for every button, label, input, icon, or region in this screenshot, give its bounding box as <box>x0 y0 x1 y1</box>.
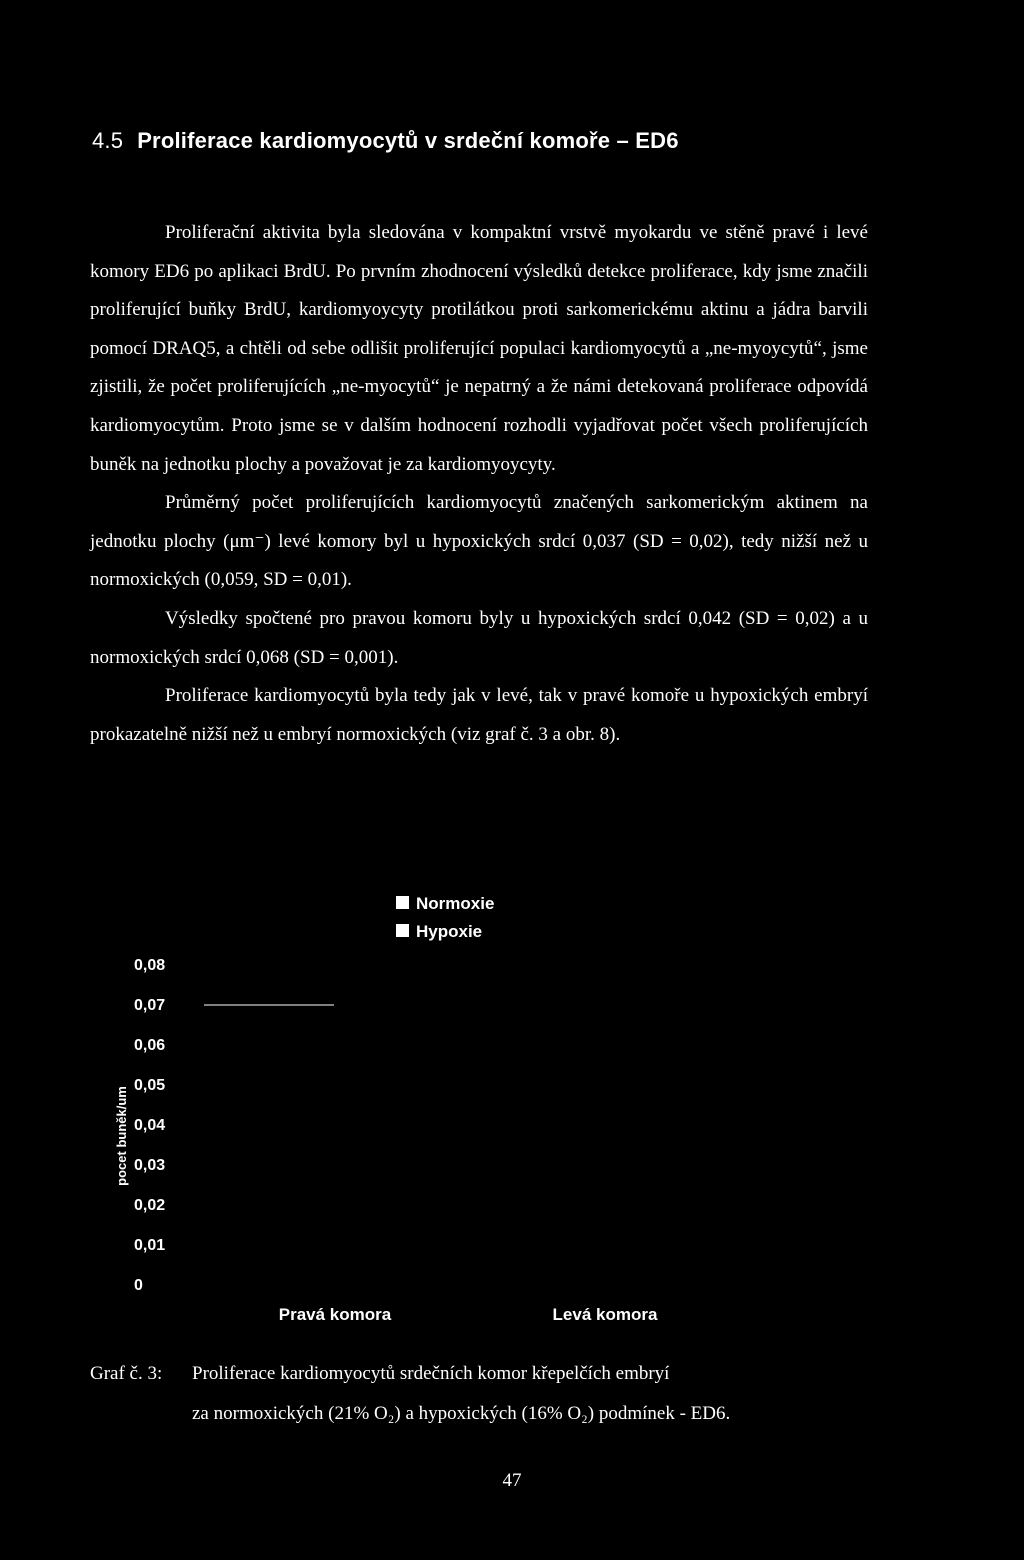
bar-normoxie <box>545 1048 601 1284</box>
legend-swatch <box>396 924 409 937</box>
y-tick-label: 0,03 <box>134 1157 166 1174</box>
page-number: 47 <box>502 1470 522 1491</box>
section-title: Proliferace kardiomyocytů v srdeční komoře – ED6 <box>137 128 679 153</box>
y-axis-label: pocet buněk/um <box>114 1086 129 1186</box>
legend-label: Hypoxie <box>416 922 483 941</box>
y-tick-label: 0,05 <box>134 1077 166 1094</box>
bar-chart <box>100 880 800 1330</box>
legend-label: Normoxie <box>416 894 495 913</box>
caption-label: Graf č. 3: <box>90 1363 163 1384</box>
caption-line-1: Proliferace kardiomyocytů srdečních komor křepelčích embryí <box>192 1363 670 1384</box>
section-heading <box>92 128 679 154</box>
y-tick-label: 0 <box>134 1277 143 1294</box>
paragraph: Výsledky spočtené pro pravou komoru byly u hypoxických srdcí 0,042 (SD = 0,02) a u normoxických srdcí 0,068 (SD = 0,001). <box>90 607 868 668</box>
caption-line-2: za normoxických (21% O₂) a hypoxických (16% O₂) podmínek - ED6. <box>192 1403 731 1424</box>
y-tick-label: 0,04 <box>134 1117 166 1134</box>
bar-hypoxie <box>605 1136 661 1284</box>
x-tick-label: Pravá komora <box>278 1305 392 1324</box>
legend-swatch <box>396 896 409 909</box>
figure-caption <box>90 1354 730 1434</box>
y-tick-label: 0,06 <box>134 1037 166 1054</box>
y-tick-label: 0,08 <box>134 957 166 974</box>
y-tick-label: 0,02 <box>134 1197 166 1214</box>
paragraph: Průměrný počet proliferujících kardiomyocytů značených sarkomerickým aktinem na jednotku plochy (μm⁻) levé komory byl u hypoxických srdcí 0,037 (SD = 0,02), tedy nižší než u normoxických (0,059, SD = 0,01). <box>90 492 868 591</box>
y-tick-label: 0,07 <box>134 997 166 1014</box>
section-number: 4.5 <box>92 128 124 153</box>
body-text <box>90 214 868 754</box>
x-tick-label: Levá komora <box>552 1305 658 1324</box>
bar-normoxie <box>275 1012 331 1284</box>
paragraph: Proliferační aktivita byla sledována v kompaktní vrstvě myokardu ve stěně pravé i levé komory ED6 po aplikaci BrdU. Po prvním zhodnocení výsledků detekce proliferace, kdy jsme značili proliferující buňky BrdU, kardiomyoycyty protilátkou proti sarkomerickému aktinu a jádra barvili pomocí DRAQ5, a chtěli od sebe odlišit proliferující populaci kardiomyocytů a „ne-myoycytů“, jsme zjistili, že počet proliferujících „ne-myocytů“ je nepatrný a že námi detekovaná proliferace odpovídá kardiomyocytům. Proto jsme se v dalším hodnocení rozhodli vyjadřovat počet všech proliferujících buněk na jednotku plochy a považovat je za kardiomyoycyty. <box>90 222 868 475</box>
bar-hypoxie <box>335 1116 391 1284</box>
paragraph: Proliferace kardiomyocytů byla tedy jak v levé, tak v pravé komoře u hypoxických embryí prokazatelně nižší než u embryí normoxických (viz graf č. 3 a obr. 8). <box>90 685 868 745</box>
chart-canvas <box>100 880 800 1330</box>
y-tick-label: 0,01 <box>134 1237 166 1254</box>
